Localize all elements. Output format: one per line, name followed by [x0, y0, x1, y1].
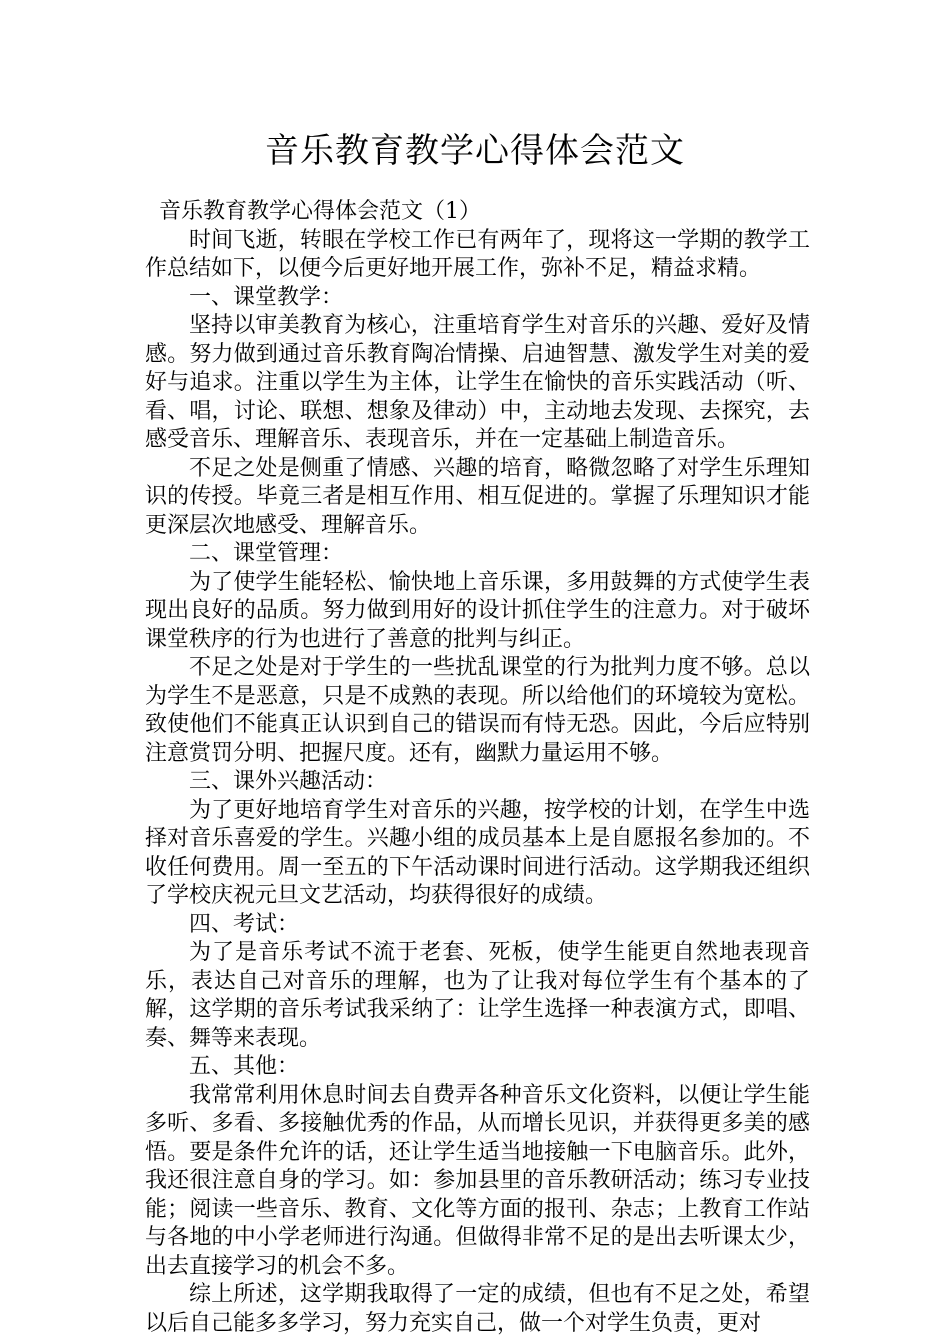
body-paragraph: 为了是音乐考试不流于老套、死板，使学生能更自然地表现音乐，表达自己对音乐的理解，也为了让我对每位学生有个基本的了解，这学期的音乐考试我采纳了：让学生选择一种表演方式，即唱、奏、舞等来表现。 — [145, 940, 810, 1051]
body-paragraph: 我常常利用休息时间去自费弄各种音乐文化资料，以便让学生能多听、多看、多接触优秀的作品，从而增长见识，并获得更多美的感悟。要是条件允许的话，还让学生适当地接触一下电脑音乐。此外，我还很注意自身的学习。如：参加县里的音乐教研活动；练习专业技能；阅读一些音乐、教育、文化等方面的报刊、杂志；上教育工作站与各地的中小学老师进行沟通。但做得非常不足的是出去听课太少，出去直接学习的机会不多。 — [145, 1082, 810, 1279]
body-paragraph: 为了更好地培育学生对音乐的兴趣，按学校的计划，在学生中选择对音乐喜爱的学生。兴趣小组的成员基本上是自愿报名参加的。不收任何费用。周一至五的下午活动课时间进行活动。这学期我还组织了学校庆祝元旦文艺活动，均获得很好的成绩。 — [145, 797, 810, 908]
section-heading: 四、考试： — [189, 911, 300, 937]
body-paragraph: 时间飞逝，转眼在学校工作已有两年了，现将这一学期的教学工作总结如下，以便今后更好地开展工作，弥补不足，精益求精。 — [145, 227, 810, 281]
section-subtitle: 音乐教育教学心得体会范文（1） — [159, 199, 481, 224]
section-heading: 三、课外兴趣活动： — [189, 769, 388, 794]
body-paragraph: 坚持以审美教育为核心，注重培育学生对音乐的兴趣、爱好及情感。努力做到通过音乐教育陶冶情操、启迪智慧、激发学生对美的爱好与追求。注重以学生为主体，让学生在愉快的音乐实践活动（听、看、唱，讨论、联想、想象及律动）中，主动地去发现、去探究，去感受音乐、理解音乐、表现音乐，并在一定基础上制造音乐。 — [145, 313, 810, 452]
document-body — [145, 198, 810, 1338]
document-title: 音乐教育教学心得体会范文 — [265, 131, 685, 171]
body-paragraph: 不足之处是侧重了情感、兴趣的培育，略微忽略了对学生乐理知识的传授。毕竟三者是相互作用、相互促进的。掌握了乐理知识才能更深层次地感受、理解音乐。 — [145, 455, 810, 538]
body-paragraph: 综上所述，这学期我取得了一定的成绩，但也有不足之处，希望以后自己能多多学习，努力充实自己，做一个对学生负责，更对 — [145, 1282, 810, 1336]
section-heading: 一、课堂教学： — [189, 284, 344, 310]
body-paragraph: 为了使学生能轻松、愉快地上音乐课，多用鼓舞的方式使学生表现出良好的品质。努力做到用好的设计抓住学生的注意力。对于破坏课堂秩序的行为也进行了善意的批判与纠正。 — [145, 569, 810, 652]
body-paragraph: 不足之处是对于学生的一些扰乱课堂的行为批判力度不够。总以为学生不是恶意，只是不成熟的表现。所以给他们的环境较为宽松。致使他们不能真正认识到自己的错误而有恃无恐。因此，今后应特别注意赏罚分明、把握尺度。还有，幽默力量运用不够。 — [145, 655, 810, 766]
paragraph-list — [145, 227, 810, 1339]
section-heading: 五、其他： — [189, 1054, 300, 1079]
section-heading: 二、课堂管理： — [189, 541, 344, 566]
